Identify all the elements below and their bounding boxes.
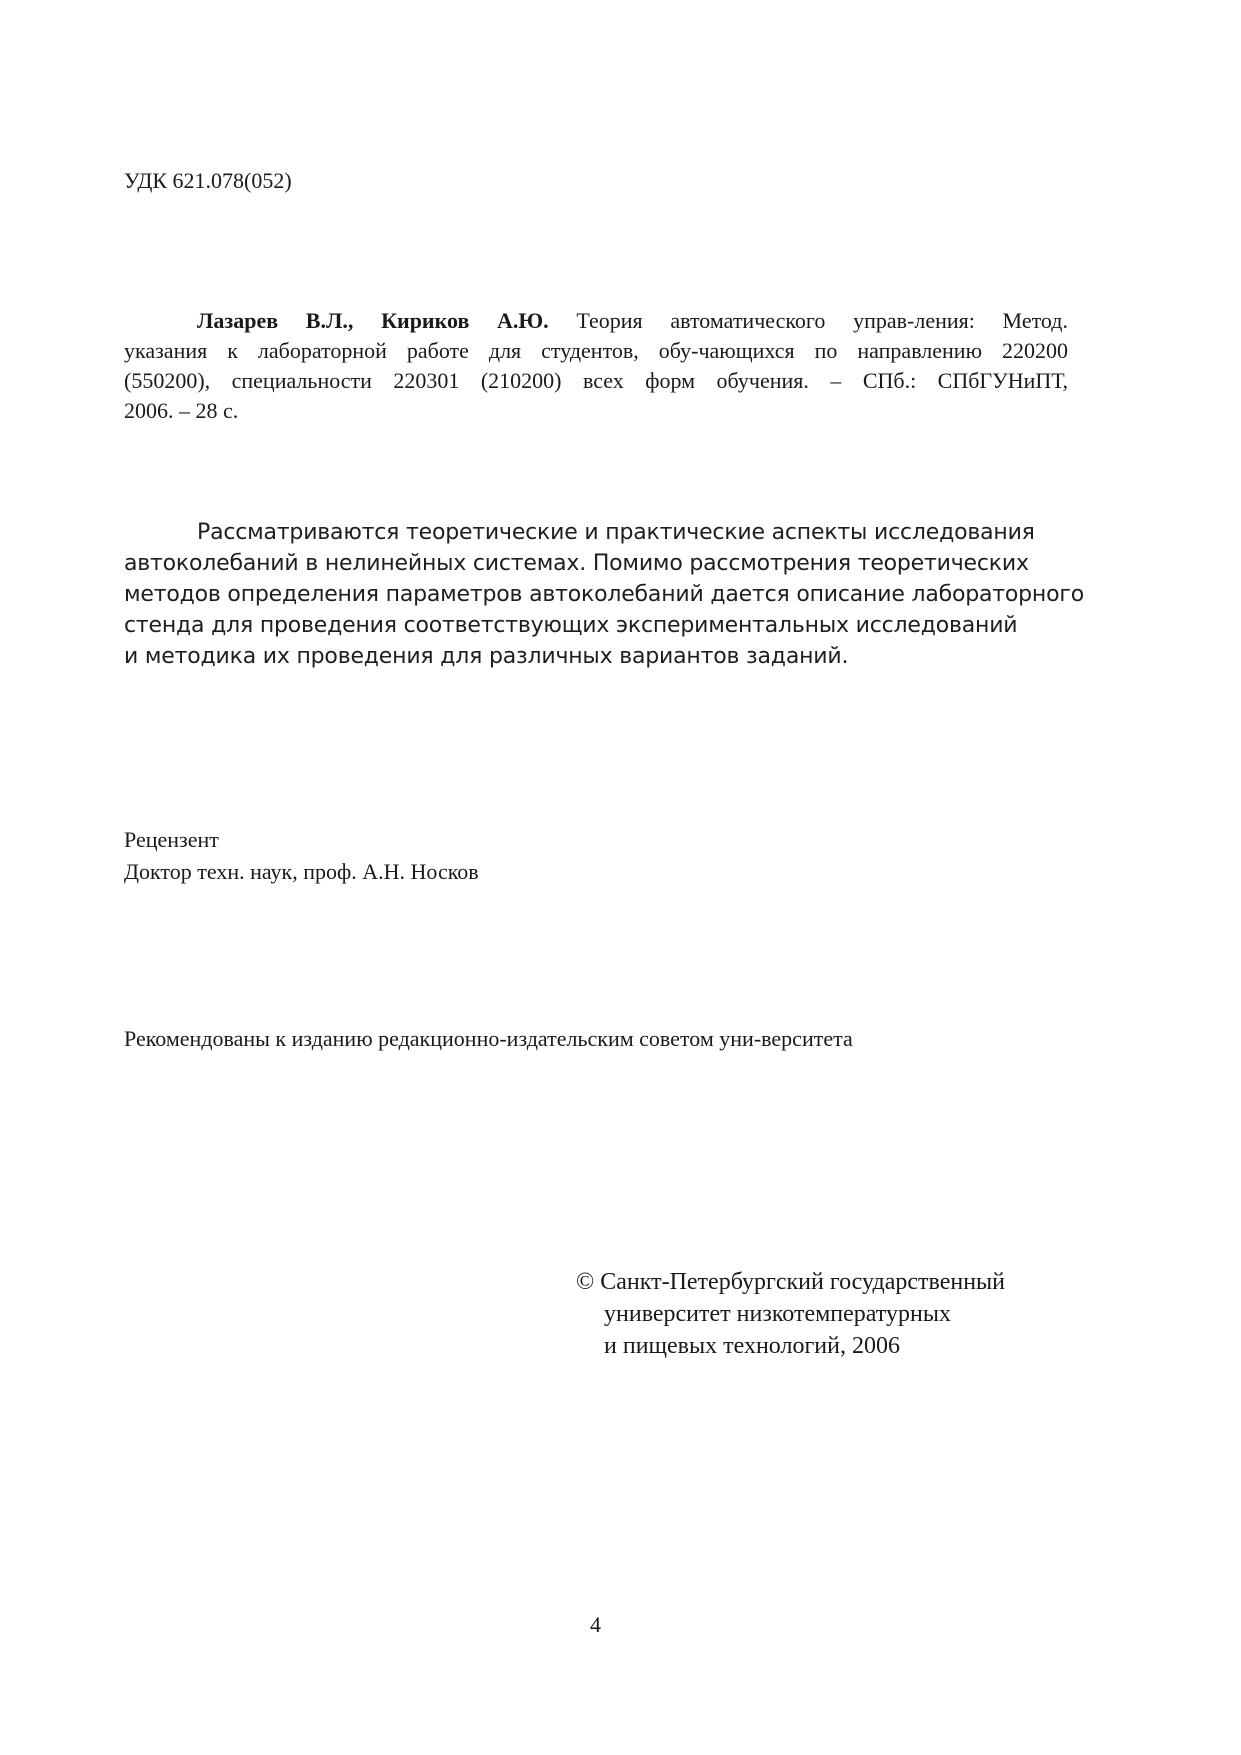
abstract-line: методов определения параметров автоколебаний дается описание лабораторного	[124, 582, 1084, 607]
publication-recommendation: Рекомендованы к изданию редакционно-издательским советом уни-верситета	[124, 1026, 853, 1051]
page-number: 4	[590, 1612, 601, 1637]
copyright-line: © Санкт-Петербургский государственный	[576, 1269, 1005, 1295]
abstract-line: Рассматриваются теоретические и практические аспекты исследования	[197, 520, 1035, 545]
bib-line-2: указания к лабораторной работе для студентов, обу-чающихся по направлению 220200	[124, 338, 1068, 363]
reviewer-name: Доктор техн. наук, проф. А.Н. Носков	[124, 859, 479, 884]
abstract	[124, 517, 1084, 672]
bib-line-3: (550200), специальности 220301 (210200) всех форм обучения. – СПб.: СПбГУНиПТ,	[124, 368, 1068, 393]
abstract-line: стенда для проведения соответствующих экспериментальных исследований	[124, 613, 1018, 638]
reviewer-block	[124, 824, 479, 888]
bib-authors: Лазарев В.Л., Кириков А.Ю.	[197, 308, 549, 333]
udk-code: УДК 621.078(052)	[124, 168, 292, 193]
bib-title: Теория автоматического управ-ления: Метод.	[548, 308, 1068, 333]
copyright-notice	[576, 1266, 1005, 1362]
bibliographic-description	[124, 306, 1068, 426]
reviewer-label: Рецензент	[124, 827, 219, 852]
copyright-line: университет низкотемпературных	[604, 1301, 951, 1327]
abstract-line: автоколебаний в нелинейных системах. Помимо рассмотрения теоретических	[124, 551, 1029, 576]
abstract-line: и методика их проведения для различных вариантов заданий.	[124, 644, 849, 669]
bib-line-1	[124, 306, 1068, 336]
bib-line-4: 2006. – 28 с.	[124, 398, 239, 423]
copyright-line: и пищевых технологий, 2006	[604, 1333, 900, 1359]
